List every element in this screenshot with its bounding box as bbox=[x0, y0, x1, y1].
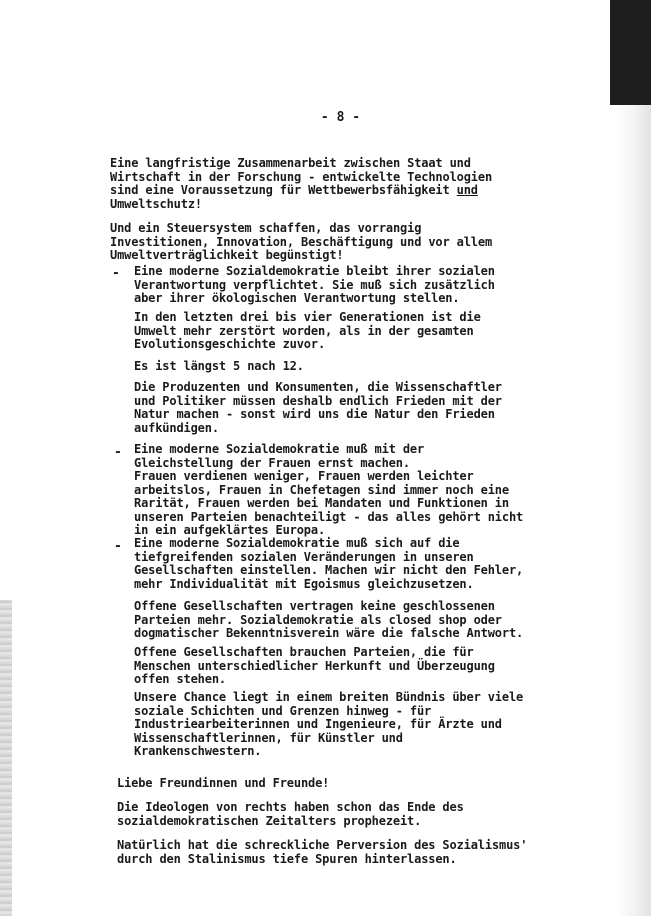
text-line: sozialdemokratischen Zeitalters prophezeit. bbox=[117, 813, 422, 828]
bullet-ecological-responsibility bbox=[134, 265, 495, 306]
text-line: Natur machen - sonst wird uns die Natur den Frieden bbox=[134, 407, 495, 421]
bullet-marker: - bbox=[112, 266, 120, 281]
text-line: Eine moderne Sozialdemokratie muß mit der bbox=[134, 442, 425, 456]
text-line: soziale Schichten und Grenzen hinweg - für bbox=[134, 703, 432, 718]
paragraph-peace-with-nature bbox=[134, 381, 502, 435]
text-line: dogmatischer Bekenntnisverein wäre die falsche Antwort. bbox=[134, 626, 524, 640]
text-line: Evolutionsgeschichte zuvor. bbox=[134, 337, 326, 351]
text-line: aufkündigen. bbox=[134, 420, 219, 435]
text-line: Frauen verdienen weniger, Frauen werden leichter bbox=[134, 469, 474, 483]
paragraph-tax-system bbox=[110, 222, 492, 263]
text-line: offen stehen. bbox=[134, 672, 226, 686]
paragraph-open-societies bbox=[134, 600, 523, 641]
text-line: In den letzten drei bis vier Generationen ist die bbox=[134, 310, 481, 324]
text-line: tiefgreifenden sozialen Veränderungen in unseren bbox=[134, 549, 474, 564]
greeting bbox=[117, 777, 329, 791]
paragraph-broad-alliance bbox=[134, 691, 523, 759]
text-line: Offene Gesellschaften vertragen keine geschlossenen bbox=[134, 599, 495, 613]
text-line: Offene Gesellschaften brauchen Parteien, die für bbox=[134, 645, 474, 659]
text-line: Menschen unterschiedlicher Herkunft und Überzeugung bbox=[134, 658, 495, 673]
page-number: - 8 - bbox=[320, 110, 361, 125]
text-line: Und ein Steuersystem schaffen, das vorrangig bbox=[110, 221, 422, 235]
text-line: durch den Stalinismus tiefe Spuren hinterlassen. bbox=[117, 851, 457, 866]
bullet-social-change bbox=[134, 537, 523, 591]
text-line: Umweltschutz! bbox=[110, 196, 202, 211]
text-line: Es ist längst 5 nach 12. bbox=[134, 359, 304, 373]
paragraph-open-parties bbox=[134, 646, 495, 687]
underlined-word: und bbox=[456, 183, 478, 197]
text-line: Gleichstellung der Frauen ernst machen. bbox=[134, 455, 410, 470]
text-line: in ein aufgeklärtes Europa. bbox=[134, 523, 326, 537]
scan-shadow-right-edge bbox=[617, 105, 651, 916]
text-line: Liebe Freundinnen und Freunde! bbox=[117, 776, 330, 790]
bullet-marker: - bbox=[114, 539, 122, 554]
text-line: Eine langfristige Zusammenarbeit zwischen Staat und bbox=[110, 156, 471, 170]
text-line: Die Ideologen von rechts haben schon das Ende des bbox=[117, 800, 464, 814]
text-line: Parteien mehr. Sozialdemokratie als closed shop oder bbox=[134, 612, 502, 627]
text-line: arbeitslos, Frauen in Chefetagen sind immer noch eine bbox=[134, 482, 509, 497]
text-line: sind eine Voraussetzung für Wettbewerbsfähigkeit bbox=[110, 183, 457, 197]
text-line: und Politiker müssen deshalb endlich Frieden mit der bbox=[134, 393, 502, 408]
text-line: Umweltverträglichkeit begünstigt! bbox=[110, 248, 344, 262]
text-line: Natürlich hat die schreckliche Perversion des Sozialismus' bbox=[117, 838, 528, 852]
text-line: Rarität, Frauen werden bei Mandaten und Funktionen in bbox=[134, 496, 509, 510]
text-line: Eine moderne Sozialdemokratie muß sich auf die bbox=[134, 536, 460, 550]
text-line: aber ihrer ökologischen Verantwortung stellen. bbox=[134, 291, 460, 305]
text-line: mehr Individualität mit Egoismus gleichzusetzen. bbox=[134, 576, 474, 591]
text-line: Eine moderne Sozialdemokratie bleibt ihrer sozialen bbox=[134, 264, 495, 278]
paragraph-stalinism bbox=[117, 839, 527, 866]
bullet-marker: - bbox=[114, 445, 122, 460]
paragraph-environment-destroyed bbox=[134, 311, 481, 352]
text-line: Verantwortung verpflichtet. Sie muß sich zusätzlich bbox=[134, 277, 495, 292]
paragraph-ideologues bbox=[117, 801, 464, 828]
text-line: Unsere Chance liegt in einem breiten Bündnis über viele bbox=[134, 690, 524, 704]
bullet-gender-equality bbox=[134, 443, 523, 538]
text-line: Umwelt mehr zerstört worden, als in der gesamten bbox=[134, 323, 474, 338]
paragraph-research-cooperation bbox=[110, 157, 492, 211]
scan-shadow-top-right bbox=[610, 0, 651, 105]
text-line: Gesellschaften einstellen. Machen wir nicht den Fehler, bbox=[134, 563, 524, 577]
text-line: unseren Parteien benachteiligt - das alles gehört nicht bbox=[134, 509, 524, 524]
text-line: Wirtschaft in der Forschung - entwickelte Technologien bbox=[110, 169, 493, 184]
text-line: Wissenschaftlerinnen, für Künstler und bbox=[134, 730, 403, 745]
paragraph-five-past-twelve bbox=[134, 360, 304, 374]
scan-binding-edge bbox=[0, 600, 12, 916]
text-line: Die Produzenten und Konsumenten, die Wissenschaftler bbox=[134, 380, 502, 394]
text-line: Industriearbeiterinnen und Ingenieure, für Ärzte und bbox=[134, 717, 502, 731]
text-line: Krankenschwestern. bbox=[134, 744, 262, 758]
text-line: Investitionen, Innovation, Beschäftigung und vor allem bbox=[110, 234, 493, 249]
